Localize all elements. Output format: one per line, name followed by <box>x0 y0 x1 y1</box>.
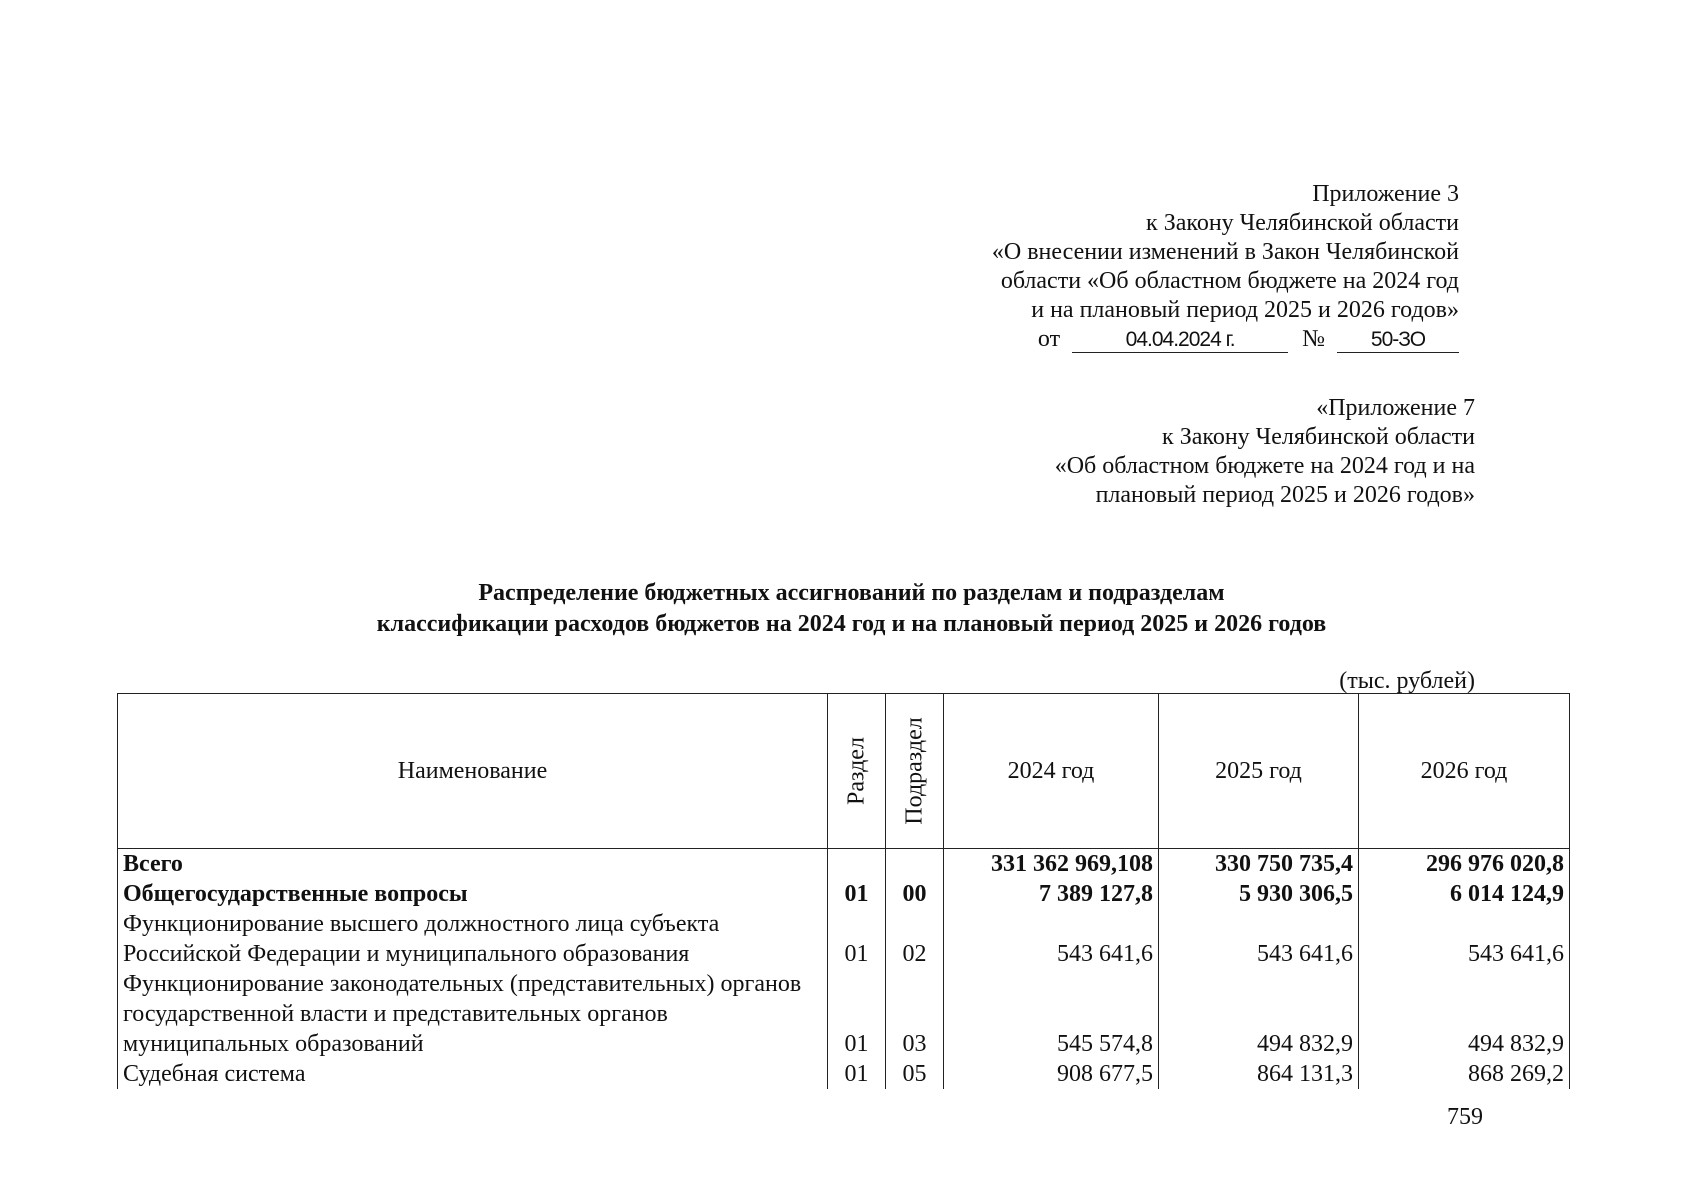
table-row <box>118 1059 1570 1089</box>
adoption-date: 04.04.2024 г. <box>1072 328 1288 353</box>
annex-3-header <box>992 180 1459 354</box>
annex-7-header <box>1055 394 1475 510</box>
header-subsection-label: Подраздел <box>901 717 927 825</box>
annex-3-line: к Закону Челябинской области <box>1146 210 1459 236</box>
document-title-line: классификации расходов бюджетов на 2024 год и на плановый период 2025 и 2026 годов <box>376 611 1327 637</box>
header-section <box>828 694 886 849</box>
row-2024: 331 362 969,108 <box>944 849 1159 880</box>
row-2025: 330 750 735,4 <box>1159 849 1359 880</box>
annex-3-line: «О внесении изменений в Закон Челябинской <box>991 239 1459 265</box>
row-2025: 494 832,9 <box>1159 969 1359 1059</box>
annex-7-line: «Об областном бюджете на 2024 год и на <box>1054 453 1475 479</box>
table-row <box>118 849 1570 880</box>
row-2024: 908 677,5 <box>944 1059 1159 1089</box>
date-prefix: от <box>1037 326 1061 352</box>
row-subsection: 05 <box>886 1059 944 1089</box>
annex-3-line: области «Об областном бюджете на 2024 год <box>1000 268 1459 294</box>
header-section-label: Раздел <box>843 737 869 805</box>
row-2026: 494 832,9 <box>1359 969 1570 1059</box>
row-section <box>828 849 886 880</box>
table-row <box>118 879 1570 909</box>
law-number: 50-ЗО <box>1337 328 1459 353</box>
row-name: Функционирование законодательных (представительных) органов государственной власти и представительных органов муниципальных образований <box>118 969 828 1059</box>
row-section: 01 <box>828 909 886 969</box>
page-number: 759 <box>1447 1104 1483 1130</box>
row-2025: 864 131,3 <box>1159 1059 1359 1089</box>
row-2026: 6 014 124,9 <box>1359 879 1570 909</box>
row-2024: 7 389 127,8 <box>944 879 1159 909</box>
row-2026: 543 641,6 <box>1359 909 1570 969</box>
number-prefix: № <box>1302 326 1325 352</box>
row-subsection: 03 <box>886 969 944 1059</box>
row-name: Судебная система <box>118 1059 828 1089</box>
row-subsection <box>886 849 944 880</box>
header-name: Наименование <box>118 694 828 849</box>
annex-3-line: и на плановый период 2025 и 2026 годов» <box>1031 297 1459 323</box>
table-row <box>118 969 1570 1059</box>
row-2025: 5 930 306,5 <box>1159 879 1359 909</box>
row-section: 01 <box>828 879 886 909</box>
row-name: Всего <box>118 849 828 880</box>
annex-3-line: Приложение 3 <box>1312 181 1459 207</box>
row-2024: 543 641,6 <box>944 909 1159 969</box>
annex-7-line: «Приложение 7 <box>1316 395 1475 421</box>
row-section: 01 <box>828 1059 886 1089</box>
row-section: 01 <box>828 969 886 1059</box>
annex-7-line: к Закону Челябинской области <box>1162 424 1475 450</box>
annex-7-line: плановый период 2025 и 2026 годов» <box>1095 482 1475 508</box>
row-2026: 868 269,2 <box>1359 1059 1570 1089</box>
header-2026: 2026 год <box>1359 694 1570 849</box>
row-subsection: 02 <box>886 909 944 969</box>
header-2024: 2024 год <box>944 694 1159 849</box>
document-title-line: Распределение бюджетных ассигнований по разделам и подразделам <box>478 580 1225 606</box>
header-2025: 2025 год <box>1159 694 1359 849</box>
row-2026: 296 976 020,8 <box>1359 849 1570 880</box>
row-2025: 543 641,6 <box>1159 909 1359 969</box>
budget-table <box>117 693 1570 1089</box>
row-subsection: 00 <box>886 879 944 909</box>
table-header-row <box>118 694 1570 849</box>
row-name: Функционирование высшего должностного лица субъекта Российской Федерации и муниципального образования <box>118 909 828 969</box>
row-2024: 545 574,8 <box>944 969 1159 1059</box>
units-label: (тыс. рублей) <box>1339 668 1475 694</box>
adoption-line <box>992 325 1459 354</box>
row-name: Общегосударственные вопросы <box>118 879 828 909</box>
table-row <box>118 909 1570 969</box>
document-title <box>120 578 1583 640</box>
header-subsection <box>886 694 944 849</box>
